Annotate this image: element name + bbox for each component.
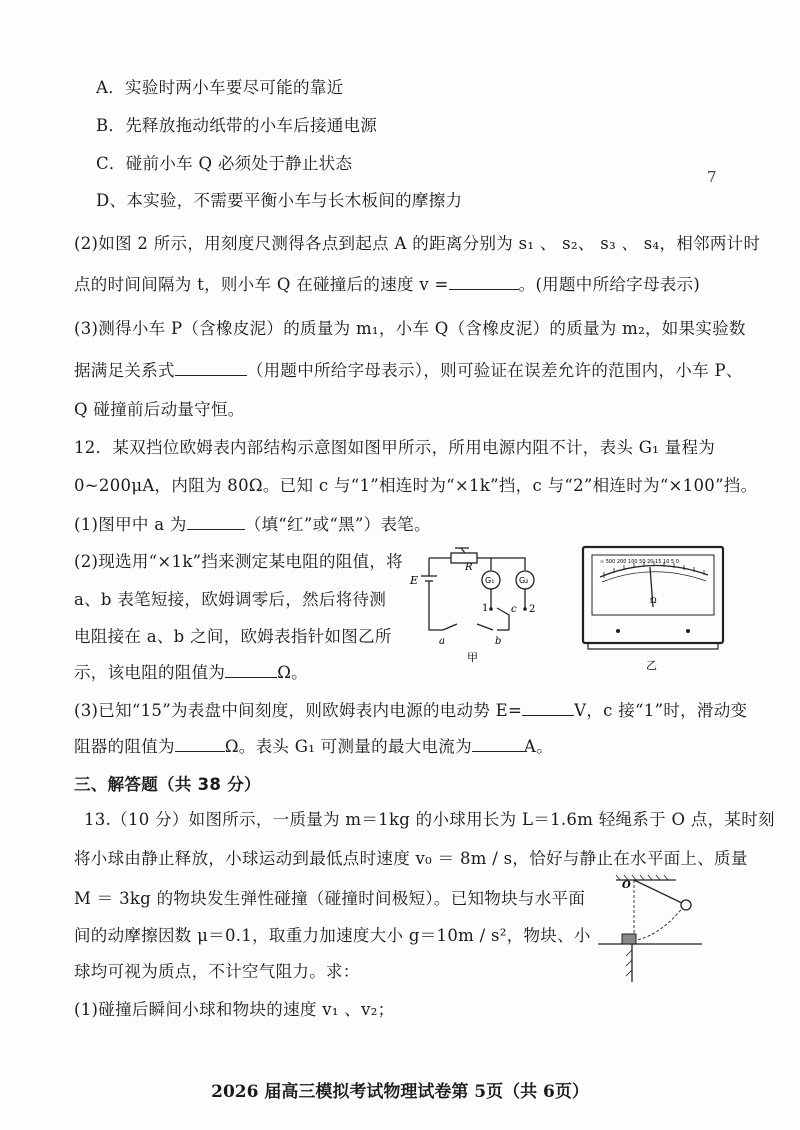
- q12-part3-end: A。: [523, 737, 553, 756]
- q13-line4: 间的动摩擦因数 μ＝0.1，取重力加速度大小 g＝10m / s²，物块、小: [74, 926, 591, 945]
- option-c: C．碰前小车 Q 必须处于静止状态: [96, 154, 353, 173]
- q11-part3-text: 据满足关系式: [74, 361, 175, 380]
- answer-blank[interactable]: [187, 513, 245, 530]
- q12-part1-text: (1)图甲中 a 为: [74, 515, 187, 534]
- q12-part3-suffix: V，c 接“1”时，滑动变: [574, 701, 748, 720]
- q13-line1: 13.（10 分）如图所示，一质量为 m＝1kg 的小球用长为 L＝1.6m 轻绳系于 O 点，某时刻: [84, 810, 775, 829]
- q13-part1: (1)碰撞后瞬间小球和物块的速度 v₁ 、v₂；: [74, 1000, 395, 1019]
- answer-blank[interactable]: [522, 699, 574, 716]
- label-E: E: [410, 574, 419, 587]
- q12-line2: 0~200μA，内阻为 80Ω。已知 c 与“1”相连时为“×1k”挡，c 与“2”相连时为“×100”挡。: [74, 476, 758, 495]
- q12-part3-text: (3)已知“15”为表盘中间刻度，则欧姆表内电源的电动势 E=: [74, 701, 523, 720]
- stray-mark: 7: [707, 168, 717, 186]
- section-title: 三、解答题（共 38 分）: [74, 775, 261, 794]
- q11-part3-line2: [74, 357, 743, 381]
- q12-part2-line4: [74, 659, 308, 683]
- label-a: a: [439, 636, 445, 647]
- answer-blank[interactable]: [175, 735, 225, 752]
- q12-part2-line3: 电阻接在 a、b 之间，欧姆表指针如图乙所: [74, 627, 392, 646]
- q11-part2-line2: [74, 271, 700, 295]
- answer-blank[interactable]: [225, 661, 277, 678]
- q12-part3-mid: Ω。表头 G₁ 可测量的最大电流为: [224, 737, 472, 756]
- answer-blank[interactable]: [175, 359, 247, 376]
- q12-part2-line2: a、b 表笔短接，欧姆调零后，然后将待测: [74, 590, 387, 609]
- q11-part2-line1: (2)如图 2 所示，用刻度尺测得各点到起点 A 的距离分别为 s₁ 、 s₂、 s₃ 、 s₄，相邻两计时: [74, 234, 761, 253]
- label-c: c: [511, 604, 517, 615]
- answer-blank[interactable]: [449, 273, 519, 290]
- q12-part3-line1: [74, 697, 747, 721]
- q12-part2-suffix: Ω。: [277, 663, 308, 682]
- label-G1: G₁: [485, 576, 495, 585]
- caption-jia: 甲: [467, 651, 478, 664]
- q12-part3-line2: [74, 733, 553, 757]
- figure-pendulum: [592, 872, 702, 982]
- label-R: R: [465, 562, 473, 573]
- meter-scale-labels: ∞ 500 200 100 50 20 15 10 5 0: [600, 559, 679, 565]
- q13-line5: 球均可视为质点，不计空气阻力。求：: [74, 962, 360, 981]
- label-b: b: [495, 636, 502, 647]
- q13-line2: 将小球由静止释放，小球运动到最低点时速度 v₀ ＝ 8m / s，恰好与静止在水平面上、质量: [74, 849, 748, 868]
- q12-line1: 12．某双挡位欧姆表内部结构示意图如图甲所示，所用电源内阻不计，表头 G₁ 量程为: [74, 438, 716, 457]
- label-2: 2: [529, 604, 536, 615]
- figure-jia-circuit: [405, 540, 555, 665]
- answer-blank[interactable]: [472, 735, 524, 752]
- page-footer: 2026 届高三模拟考试物理试卷第 5页（共 6页）: [211, 1082, 589, 1102]
- q11-part2-text: 点的时间间隔为 t，则小车 Q 在碰撞后的速度 v =: [74, 275, 449, 294]
- caption-yi: 乙: [646, 659, 657, 672]
- label-G2: G₂: [519, 576, 529, 585]
- q11-part3-suffix: （用题中所给字母表示），则可验证在误差允许的范围内，小车 P、: [246, 361, 743, 380]
- label-1: 1: [482, 603, 489, 614]
- option-b: B．先释放拖动纸带的小车后接通电源: [96, 116, 378, 135]
- q12-part2-line1: (2)现选用“×1k”挡来测定某电阻的阻值，将: [74, 552, 403, 571]
- q12-part2-text: 示，该电阻的阻值为: [74, 663, 226, 682]
- label-O: O: [622, 880, 631, 891]
- q11-part3-line1: (3)测得小车 P（含橡皮泥）的质量为 m₁，小车 Q（含橡皮泥）的质量为 m₂，如果实验数: [74, 319, 746, 338]
- option-d: D、本实验，不需要平衡小车与长木板间的摩擦力: [96, 191, 463, 210]
- q11-part3-line3: Q 碰撞前后动量守恒。: [74, 400, 245, 419]
- q12-part3-text2: 阻器的阻值为: [74, 737, 175, 756]
- meter-omega: Ω: [650, 596, 657, 605]
- figure-yi-meter: [578, 545, 728, 675]
- q12-part1-suffix: （填“红”或“黑”）表笔。: [244, 515, 431, 534]
- q11-part2-suffix: 。(用题中所给字母表示): [518, 275, 701, 294]
- q12-part1: [74, 511, 431, 535]
- q13-line3: M ＝ 3kg 的物块发生弹性碰撞（碰撞时间极短）。已知物块与水平面: [74, 889, 586, 908]
- option-a: A．实验时两小车要尽可能的靠近: [96, 78, 344, 97]
